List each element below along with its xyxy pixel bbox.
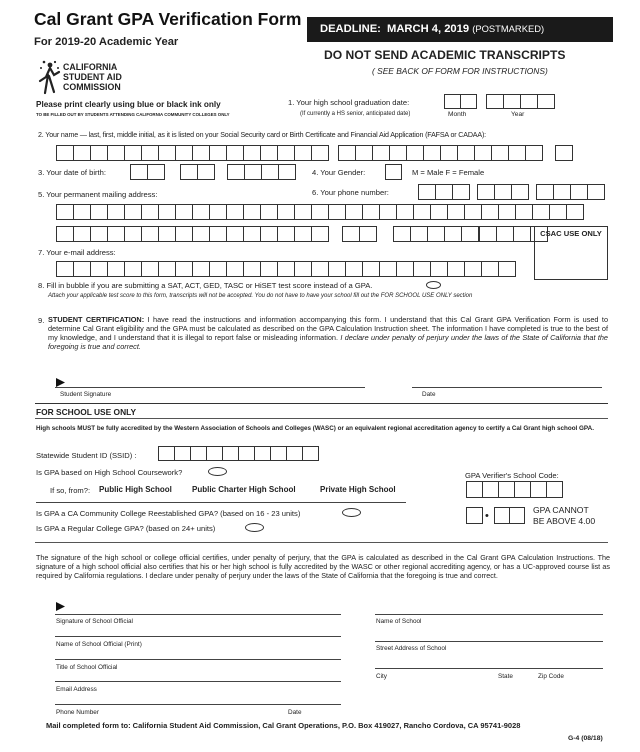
email-box[interactable]	[107, 261, 125, 277]
phone-area-box[interactable]	[418, 184, 436, 200]
address-street-box[interactable]	[311, 204, 329, 220]
community-college-note: TO BE FILLED OUT BY STUDENTS ATTENDING CALIFORNIA COMMUNITY COLLEGES ONLY	[36, 112, 230, 117]
school-use-heading: FOR SCHOOL USE ONLY	[36, 407, 137, 417]
email-box[interactable]	[413, 261, 431, 277]
address-street-box[interactable]	[328, 204, 346, 220]
name-last-box[interactable]	[277, 145, 295, 161]
email-box[interactable]	[345, 261, 363, 277]
options-rule	[36, 502, 406, 503]
ssid-box[interactable]	[222, 446, 239, 461]
name-first-box[interactable]	[474, 145, 492, 161]
name-last-box[interactable]	[175, 145, 193, 161]
address-street-box[interactable]	[430, 204, 448, 220]
phone-area-box[interactable]	[435, 184, 453, 200]
address-city-box[interactable]	[56, 226, 74, 242]
no-transcripts-notice: DO NOT SEND ACADEMIC TRANSCRIPTS	[324, 48, 566, 62]
q1-note: (If currently a HS senior, anticipated date)	[300, 111, 411, 117]
address-street-box[interactable]	[192, 204, 210, 220]
email-box[interactable]	[447, 261, 465, 277]
school-section-rule	[35, 418, 608, 419]
name-first-box[interactable]	[355, 145, 373, 161]
name-last-box[interactable]	[56, 145, 74, 161]
email-box[interactable]	[379, 261, 397, 277]
address-city-box[interactable]	[277, 226, 295, 242]
email-box[interactable]	[328, 261, 346, 277]
name-last-box[interactable]	[124, 145, 142, 161]
test-score-bubble[interactable]	[426, 281, 441, 289]
school-certification: The signature of the high school or college official certifies, under penalty of perjury, that the GPA is calculated as described in the Cal Grant GPA Calculation Instructions. The signature of a high school official also certifies that his or her high school is fully accredited by the WASC or other regional accrediting agency, or has a UC-approved course list as required by California regulations. I declare under penalty of perjury under the laws of the State of California that the foregoing is true and correct.	[36, 553, 610, 580]
address-city-box[interactable]	[226, 226, 244, 242]
q6-label: 6. Your phone number:	[312, 188, 389, 197]
email-box[interactable]	[498, 261, 516, 277]
email-box[interactable]	[192, 261, 210, 277]
dob-year-box[interactable]	[227, 164, 245, 180]
phone-prefix-box[interactable]	[494, 184, 512, 200]
certification-heading: STUDENT CERTIFICATION:	[48, 315, 145, 324]
phone-prefix-box[interactable]	[477, 184, 495, 200]
ssid-box[interactable]	[174, 446, 191, 461]
name-first-box[interactable]	[406, 145, 424, 161]
phone-area-box[interactable]	[452, 184, 470, 200]
address-city-box[interactable]	[311, 226, 329, 242]
email-box[interactable]	[464, 261, 482, 277]
certification-rule	[35, 542, 608, 543]
address-street-box[interactable]	[345, 204, 363, 220]
verifier-code-box[interactable]	[498, 481, 515, 498]
official-title-line[interactable]	[55, 659, 341, 660]
regular-college-gpa-bubble[interactable]	[245, 523, 264, 532]
phone-line-box[interactable]	[553, 184, 571, 200]
address-city-box[interactable]	[294, 226, 312, 242]
address-street-box[interactable]	[226, 204, 244, 220]
email-box[interactable]	[277, 261, 295, 277]
option-private-high-school[interactable]: Private High School	[320, 485, 396, 494]
from-label: If so, from?:	[50, 486, 91, 495]
logo-line-2: STUDENT AID	[63, 72, 122, 82]
name-first-box[interactable]	[508, 145, 526, 161]
address-street-box[interactable]	[175, 204, 193, 220]
name-first-box[interactable]	[372, 145, 390, 161]
address-street-box[interactable]	[549, 204, 567, 220]
email-box[interactable]	[124, 261, 142, 277]
email-box[interactable]	[396, 261, 414, 277]
logo-line-1: CALIFORNIA	[63, 62, 118, 72]
email-address-label: Email Address	[56, 686, 97, 693]
dob-month-box[interactable]	[130, 164, 148, 180]
address-zip-box[interactable]	[410, 226, 428, 242]
name-last-box[interactable]	[192, 145, 210, 161]
dob-year-box[interactable]	[278, 164, 296, 180]
address-street-box[interactable]	[464, 204, 482, 220]
gpa-whole-box[interactable]	[466, 507, 483, 524]
state-label: State	[498, 673, 513, 680]
q7-label: 7. Your e-mail address:	[38, 248, 116, 257]
email-box[interactable]	[175, 261, 193, 277]
q9-number: 9.	[38, 316, 45, 325]
address-street-box[interactable]	[124, 204, 142, 220]
address-street-box[interactable]	[277, 204, 295, 220]
address-zip-box[interactable]	[427, 226, 445, 242]
email-box[interactable]	[294, 261, 312, 277]
address-city-box[interactable]	[158, 226, 176, 242]
mailing-address: Mail completed form to: California Student Aid Commission, Cal Grant Operations, P.O. Box 419027, Rancho Cordova, CA 95741-9028	[46, 721, 521, 730]
address-city-box[interactable]	[192, 226, 210, 242]
ssid-box[interactable]	[238, 446, 255, 461]
deadline-label: DEADLINE:	[320, 23, 381, 35]
verifier-code-box[interactable]	[530, 481, 547, 498]
month-caption: Month	[448, 111, 467, 118]
name-initial-box[interactable]	[555, 145, 573, 161]
name-last-box[interactable]	[209, 145, 227, 161]
grad-year-box[interactable]	[520, 94, 538, 109]
name-last-box[interactable]	[294, 145, 312, 161]
phone-number-label: Phone Number	[56, 709, 99, 716]
address-street-box[interactable]	[158, 204, 176, 220]
option-public-high-school[interactable]: Public High School	[99, 485, 172, 494]
signature-arrow-icon	[56, 378, 65, 387]
student-date-line[interactable]	[412, 387, 602, 388]
q2-label: 2. Your name — last, first, middle initial, as it is listed on your Social Security card or Birth Certificate and Financial Aid Application (FAFSA or CADAA):	[38, 131, 486, 139]
csac-use-only-box	[534, 226, 608, 280]
official-signature-line[interactable]	[55, 614, 341, 615]
name-first-box[interactable]	[525, 145, 543, 161]
address-city-box[interactable]	[260, 226, 278, 242]
verifier-code-box[interactable]	[466, 481, 483, 498]
official-signature-label: Signature of School Official	[56, 618, 133, 625]
zip-label: Zip Code	[538, 673, 564, 680]
address-city-box[interactable]	[243, 226, 261, 242]
address-city-box[interactable]	[141, 226, 159, 242]
certification-perjury: I declare under penalty of perjury under the laws of the State of California that the foregoing is true and correct.	[48, 333, 608, 351]
gpa-cannot-label-2: BE ABOVE 4.00	[533, 516, 596, 526]
address-zip-box[interactable]	[393, 226, 411, 242]
name-last-box[interactable]	[158, 145, 176, 161]
email-box[interactable]	[311, 261, 329, 277]
community-college-gpa-bubble[interactable]	[342, 508, 361, 517]
name-last-box[interactable]	[90, 145, 108, 161]
email-box[interactable]	[226, 261, 244, 277]
address-street-box[interactable]	[396, 204, 414, 220]
student-signature-label: Student Signature	[60, 391, 112, 398]
logo-line-3: COMMISSION	[63, 82, 121, 92]
official-name-line[interactable]	[55, 636, 341, 637]
name-last-box[interactable]	[141, 145, 159, 161]
address-city-box[interactable]	[124, 226, 142, 242]
address-state-box[interactable]	[342, 226, 360, 242]
school-name-line[interactable]	[375, 614, 603, 615]
grad-year-box[interactable]	[486, 94, 504, 109]
email-box[interactable]	[158, 261, 176, 277]
address-street-box[interactable]	[532, 204, 550, 220]
address-street-box[interactable]	[209, 204, 227, 220]
address-city-box[interactable]	[175, 226, 193, 242]
address-zip-box[interactable]	[461, 226, 479, 242]
phone-prefix-box[interactable]	[511, 184, 529, 200]
address-street-box[interactable]	[566, 204, 584, 220]
name-last-box[interactable]	[73, 145, 91, 161]
year-caption: Year	[511, 111, 525, 118]
ssid-box[interactable]	[190, 446, 207, 461]
phone-line-box[interactable]	[570, 184, 588, 200]
address-street-box[interactable]	[515, 204, 533, 220]
option-public-charter[interactable]: Public Charter High School	[192, 485, 296, 494]
address-street-box[interactable]	[447, 204, 465, 220]
address-street-box[interactable]	[379, 204, 397, 220]
ssid-box[interactable]	[158, 446, 175, 461]
address-city-box[interactable]	[107, 226, 125, 242]
deadline-note: (POSTMARKED)	[472, 23, 545, 34]
dob-day-box[interactable]	[197, 164, 215, 180]
name-last-box[interactable]	[243, 145, 261, 161]
name-first-box[interactable]	[491, 145, 509, 161]
regular-college-gpa-label: Is GPA a Regular College GPA? (based on 24+ units)	[36, 524, 216, 533]
name-last-box[interactable]	[226, 145, 244, 161]
address-city-box[interactable]	[209, 226, 227, 242]
gpa-cannot-label-1: GPA CANNOT	[533, 505, 589, 515]
address-street-box[interactable]	[413, 204, 431, 220]
form-title: Cal Grant GPA Verification Form	[34, 9, 302, 29]
student-date-label: Date	[422, 391, 436, 398]
name-first-box[interactable]	[457, 145, 475, 161]
q3-label: 3. Your date of birth:	[38, 168, 106, 177]
q8-note: Attach your applicable test score to this form, transcripts will not be accepted. You do not have to have your school fill out the FOR SCHOOL USE ONLY section	[48, 293, 473, 299]
q1-label: 1. Your high school graduation date:	[288, 98, 410, 107]
ssid-label: Statewide Student ID (SSID) :	[36, 451, 137, 460]
coursework-label: Is GPA based on High School Coursework?	[36, 468, 183, 477]
address-street-box[interactable]	[107, 204, 125, 220]
phone-number-line[interactable]	[55, 704, 341, 705]
street-address-line[interactable]	[375, 641, 603, 642]
name-first-box[interactable]	[389, 145, 407, 161]
verifier-code-box[interactable]	[546, 481, 563, 498]
phone-line-box[interactable]	[536, 184, 554, 200]
email-box[interactable]	[362, 261, 380, 277]
name-first-box[interactable]	[423, 145, 441, 161]
address-street-box[interactable]	[73, 204, 91, 220]
csac-logo-figure-icon	[36, 59, 62, 95]
email-box[interactable]	[73, 261, 91, 277]
official-title-label: Title of School Official	[56, 664, 118, 671]
address-street-box[interactable]	[481, 204, 499, 220]
official-date-label: Date	[288, 709, 302, 716]
grad-year-box[interactable]	[503, 94, 521, 109]
student-signature-line[interactable]	[55, 387, 365, 388]
csac-logo	[36, 57, 166, 97]
email-box[interactable]	[90, 261, 108, 277]
address-street-box[interactable]	[294, 204, 312, 220]
gpa-decimal-box[interactable]	[494, 507, 510, 524]
dob-year-box[interactable]	[244, 164, 262, 180]
grad-month-box[interactable]	[460, 94, 477, 109]
email-box[interactable]	[56, 261, 74, 277]
address-zip4-box[interactable]	[479, 226, 497, 242]
form-code: G-4 (08/18)	[568, 735, 603, 742]
email-box[interactable]	[481, 261, 499, 277]
city-state-zip-line[interactable]	[375, 668, 603, 669]
verifier-code-label: GPA Verifier's School Code:	[465, 471, 559, 480]
verifier-code-box[interactable]	[482, 481, 499, 498]
see-back-note: ( SEE BACK OF FORM FOR INSTRUCTIONS)	[372, 66, 548, 76]
q8-label: 8. Fill in bubble if you are submitting a SAT, ACT, GED, TASC or HiSET test score instead of a GPA.	[38, 281, 373, 290]
email-box[interactable]	[260, 261, 278, 277]
address-street-box[interactable]	[498, 204, 516, 220]
address-zip-box[interactable]	[444, 226, 462, 242]
name-last-box[interactable]	[107, 145, 125, 161]
address-zip4-box[interactable]	[513, 226, 531, 242]
q4-label: 4. Your Gender:	[312, 168, 366, 177]
dob-year-box[interactable]	[261, 164, 279, 180]
ssid-box[interactable]	[254, 446, 271, 461]
address-street-box[interactable]	[362, 204, 380, 220]
school-section-rule-top	[35, 403, 608, 404]
email-box[interactable]	[141, 261, 159, 277]
email-box[interactable]	[243, 261, 261, 277]
community-college-gpa-label: Is GPA a CA Community College Reestablished GPA? (based on 16 - 23 units)	[36, 509, 301, 518]
certification-text: I have read the instructions and information accompanying this form. I understand that this Cal Grant GPA Verification Form is used to determine Cal Grant eligibility and the GPA must be calculated as described on the GPA Calculation Instruction sheet. The information I have completed is true to the best of my knowledge, and I understand that it is illegal to report false or misleading information.	[48, 315, 609, 342]
address-street-box[interactable]	[90, 204, 108, 220]
school-signature-arrow-icon	[56, 602, 65, 611]
dob-month-box[interactable]	[147, 164, 165, 180]
city-label: City	[376, 673, 388, 680]
email-box[interactable]	[209, 261, 227, 277]
name-first-box[interactable]	[440, 145, 458, 161]
name-first-box[interactable]	[338, 145, 356, 161]
deadline-banner	[307, 17, 613, 42]
address-street-box[interactable]	[243, 204, 261, 220]
q5-label: 5. Your permanent mailing address:	[38, 190, 158, 199]
email-address-line[interactable]	[55, 681, 341, 682]
verifier-code-box[interactable]	[514, 481, 531, 498]
dob-day-box[interactable]	[180, 164, 198, 180]
name-last-box[interactable]	[260, 145, 278, 161]
wasc-requirement: High schools MUST be fully accredited by the Western Association of Schools and Colleges (WASC) or an equivalent regional accreditation agency to certify a Cal Grant high school GPA.	[36, 425, 594, 432]
address-zip4-box[interactable]	[496, 226, 514, 242]
street-address-label: Street Address of School	[376, 645, 447, 652]
gpa-decimal-point: •	[485, 510, 489, 522]
official-name-label: Name of School Official (Print)	[56, 641, 142, 648]
gpa-decimal-box[interactable]	[509, 507, 525, 524]
phone-line-box[interactable]	[587, 184, 605, 200]
student-certification	[48, 315, 608, 351]
address-street-box[interactable]	[141, 204, 159, 220]
address-street-box[interactable]	[56, 204, 74, 220]
coursework-bubble[interactable]	[208, 467, 227, 476]
grad-year-box[interactable]	[537, 94, 555, 109]
grad-month-box[interactable]	[444, 94, 461, 109]
csac-use-only-label: CSAC USE ONLY	[540, 229, 602, 238]
ssid-box[interactable]	[270, 446, 287, 461]
ssid-box[interactable]	[206, 446, 223, 461]
address-state-box[interactable]	[359, 226, 377, 242]
address-street-box[interactable]	[260, 204, 278, 220]
address-city-box[interactable]	[90, 226, 108, 242]
print-instruction: Please print clearly using blue or black ink only	[36, 100, 221, 109]
gender-box[interactable]	[385, 164, 402, 180]
deadline-date: MARCH 4, 2019	[387, 23, 470, 35]
gender-key: M = Male F = Female	[412, 168, 485, 177]
address-city-box[interactable]	[73, 226, 91, 242]
academic-year: For 2019-20 Academic Year	[34, 36, 179, 48]
email-box[interactable]	[430, 261, 448, 277]
ssid-box[interactable]	[302, 446, 319, 461]
ssid-box[interactable]	[286, 446, 303, 461]
name-last-box[interactable]	[311, 145, 329, 161]
school-name-label: Name of School	[376, 618, 422, 625]
